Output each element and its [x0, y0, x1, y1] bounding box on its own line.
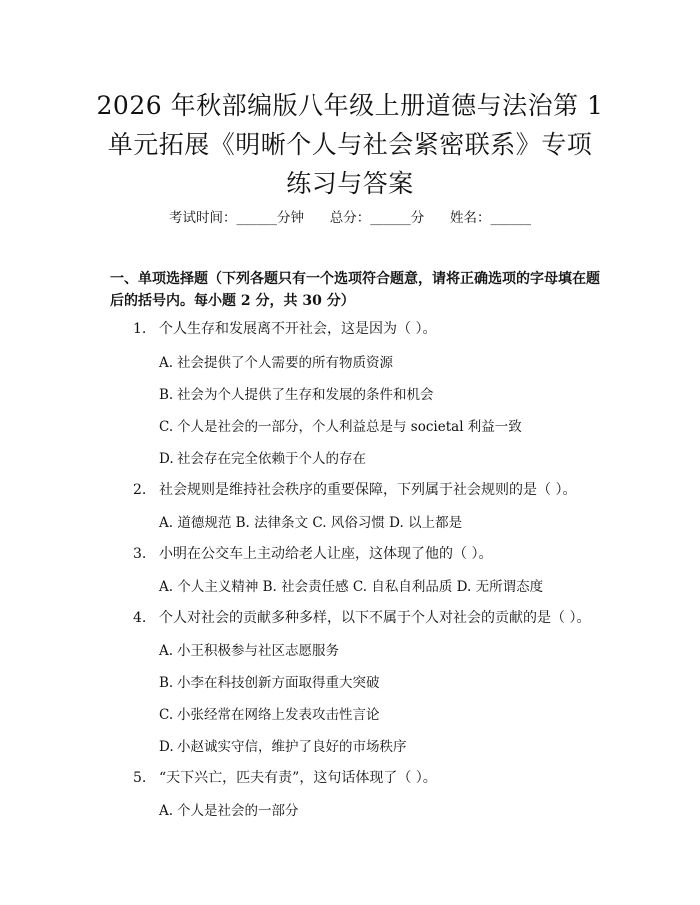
option-4a [159, 639, 339, 659]
section-heading-line: 一、单项选择题（下列各题只有一个选项符合题意，请将正确选项的字母填在题 [110, 271, 600, 287]
option-1b [159, 383, 434, 403]
title-line: 2026 年秋部编版八年级上册道德与法治第 1 [96, 91, 604, 120]
option-4c [159, 703, 380, 723]
option-5a [159, 799, 299, 819]
options-inline-2: A. 道德规范 B. 法律条文 C. 风俗习惯 D. 以上都是 [159, 515, 463, 531]
option-letter: C. [159, 707, 174, 723]
option-text: 个人是社会的一部分 [177, 803, 299, 819]
option-text: 小李在科技创新方面取得重大突破 [177, 675, 380, 691]
question-4 [133, 607, 590, 627]
title-line: 单元拓展《明晰个人与社会紧密联系》专项 [107, 130, 593, 159]
option-4d [159, 735, 407, 755]
question-text: 社会规则是维持社会秩序的重要保障，下列属于社会规则的是（ ）。 [159, 482, 577, 498]
option-text: 个人是社会的一部分，个人利益总是与 societal 利益一致 [177, 419, 522, 435]
section-heading-line: 后的括号内。每小题 2 分，共 30 分） [110, 293, 355, 309]
question-5 [133, 767, 437, 787]
option-letter: C. [159, 419, 174, 435]
option-letter: A. [159, 643, 174, 659]
option-text: 社会提供了个人需要的所有物质资源 [177, 355, 393, 371]
option-letter: D. [159, 739, 174, 755]
question-number: 4. [133, 610, 147, 626]
option-1c [159, 415, 522, 435]
option-letter: B. [159, 387, 174, 403]
question-number: 2. [133, 482, 147, 498]
option-text: 小张经常在网络上发表攻击性言论 [177, 707, 380, 723]
exam-info: 考试时间：______分钟 总分：______分 姓名：______ [169, 210, 531, 226]
question-text: “天下兴亡，匹夫有责”，这句话体现了（ ）。 [159, 770, 437, 786]
question-2 [133, 479, 576, 499]
section-heading [110, 268, 600, 312]
option-4b [159, 671, 380, 691]
option-text: 小王积极参与社区志愿服务 [177, 643, 339, 659]
question-text: 小明在公交车上主动给老人让座，这体现了他的（ ）。 [159, 546, 493, 562]
option-letter: A. [159, 803, 174, 819]
document-title [90, 86, 610, 203]
question-text: 个人生存和发展离不开社会，这是因为（ ）。 [159, 321, 437, 337]
question-text: 个人对社会的贡献多种多样，以下不属于个人对社会的贡献的是（ ）。 [159, 610, 591, 626]
question-number: 3. [133, 546, 147, 562]
option-text: 小赵诚实守信，维护了良好的市场秩序 [177, 739, 407, 755]
option-1a [159, 351, 393, 371]
title-line: 练习与答案 [286, 169, 414, 198]
question-3 [133, 543, 492, 563]
option-text: 社会为个人提供了生存和发展的条件和机会 [177, 387, 434, 403]
question-number: 5. [133, 770, 147, 786]
question-1 [133, 318, 436, 338]
option-letter: D. [159, 451, 174, 467]
option-1d [159, 447, 366, 467]
option-letter: A. [159, 355, 174, 371]
options-inline-3: A. 个人主义精神 B. 社会责任感 C. 自私自利品质 D. 无所谓态度 [159, 579, 544, 595]
option-letter: B. [159, 675, 174, 691]
question-number: 1. [133, 321, 147, 337]
option-text: 社会存在完全依赖于个人的存在 [177, 451, 366, 467]
